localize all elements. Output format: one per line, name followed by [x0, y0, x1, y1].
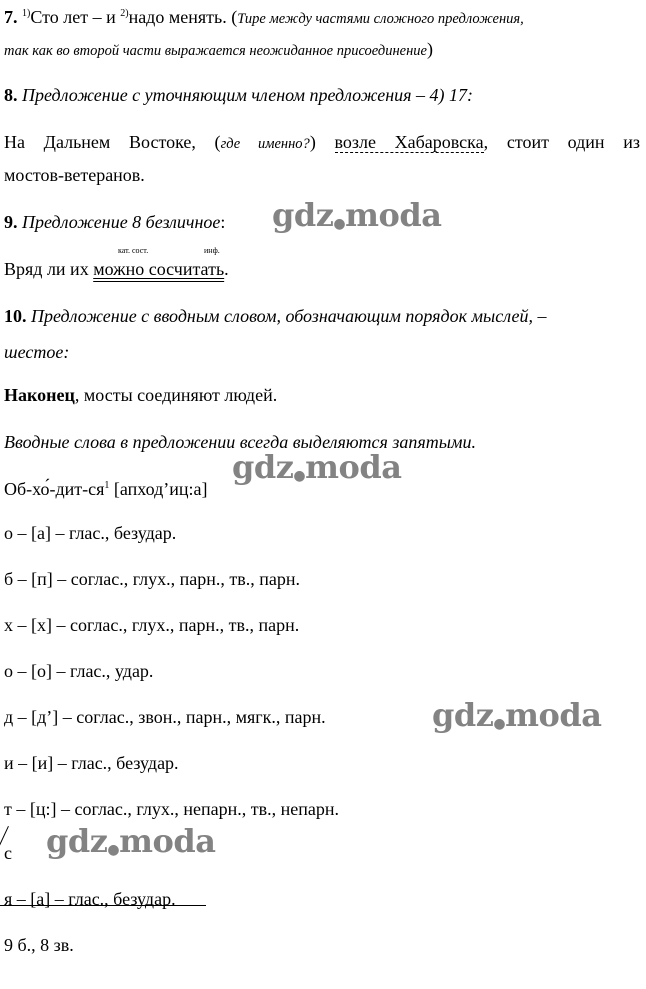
- phonetic-transcription: [апход’иц:а]: [109, 479, 208, 499]
- item-10-rule: Вводные слова в предложении всегда выделяются запятыми.: [4, 432, 476, 452]
- phonetic-line-d: д – [д’] – соглас., звон., парн., мягк., парн.: [4, 707, 326, 727]
- phonetic-line-o2: о – [о] – глас., удар.: [4, 661, 154, 681]
- phonetic-summary: 9 б., 8 зв.: [4, 935, 74, 955]
- phonetic-line-s: с: [4, 843, 12, 863]
- item-7-line-2: [4, 38, 433, 62]
- item-8-sentence-line-1: [4, 131, 640, 155]
- item-8-number: 8.: [4, 85, 18, 105]
- item-10-title-line-1: [4, 305, 547, 327]
- item-8-sentence-line-2: мостов-ветеранов.: [4, 165, 145, 185]
- item-7-line-1: [4, 6, 524, 30]
- label-inf: инф.: [204, 246, 220, 255]
- item-9-sentence: [4, 258, 229, 280]
- watermark-logo: gdz●moda: [432, 696, 602, 734]
- item-8-title: Предложение с уточняющим членом предложения – 4) 17:: [17, 85, 473, 105]
- item-9-text-post: .: [224, 259, 229, 279]
- watermark-logo: gdz●moda: [46, 822, 216, 860]
- item-8-line1-mid: ): [309, 132, 335, 152]
- item-8-underlined-phrase: возле Хабаровска: [334, 132, 484, 152]
- label-kat-sost: кат. сост.: [118, 246, 149, 255]
- watermark-logo: gdz●moda: [232, 448, 402, 486]
- phonetic-line-b: б – [п] – соглас., глух., парн., тв., парн.: [4, 569, 301, 589]
- phonetic-line-h: х – [х] – соглас., глух., парн., тв., парн.: [4, 615, 300, 635]
- item-7-note-1: Тире между частями сложного предложения,: [237, 11, 524, 27]
- item-8-line1-post: , стоит один из: [483, 132, 640, 152]
- item-7-note-2: так как во второй части выражается неожиданное присоединение: [4, 43, 427, 59]
- footnote-marker-1: 1): [22, 8, 31, 19]
- item-8-title-line: [4, 84, 473, 106]
- strike-line: [0, 905, 206, 906]
- watermark-logo: gdz●moda: [272, 196, 442, 234]
- item-10-title-1: Предложение с вводным словом, обозначающим порядок мыслей, –: [26, 306, 547, 326]
- item-7-text-2: надо менять. (: [128, 7, 238, 27]
- phonetic-word: Об-хо́-дит-ся: [4, 479, 105, 499]
- item-9-colon: :: [220, 212, 226, 232]
- item-10-sentence-rest: , мосты соединяют людей.: [74, 385, 278, 405]
- item-10-title-line-2: шестое:: [4, 342, 70, 362]
- item-9-title-line: [4, 211, 225, 233]
- phonetic-line-ya: я – [а] – глас., безудар.: [4, 889, 176, 909]
- item-9-predicate: можно сосчитать: [93, 259, 225, 279]
- item-8-question: где именно?: [220, 136, 310, 152]
- phonetic-line-o1: о – [а] – глас., безудар.: [4, 523, 177, 543]
- item-10-number: 10.: [4, 306, 27, 326]
- phonetic-word-line: [4, 478, 207, 500]
- footnote-marker-2: 2): [120, 8, 129, 19]
- item-9-text-pre: Вряд ли их: [4, 259, 94, 279]
- item-7-text-1: Сто лет – и: [30, 7, 121, 27]
- phonetic-word-sup: 1: [104, 480, 110, 491]
- item-7-close: ): [426, 39, 433, 59]
- phonetic-line-t: т – [ц:] – соглас., глух., непарн., тв., непарн.: [4, 799, 339, 819]
- item-9-title: Предложение 8 безличное: [17, 212, 221, 232]
- item-10-introductory-word: Наконец: [4, 385, 75, 405]
- item-7-number: 7.: [4, 7, 18, 27]
- item-8-line1-pre: На Дальнем Востоке, (: [4, 132, 221, 152]
- item-9-number: 9.: [4, 212, 18, 232]
- item-10-sentence: [4, 384, 277, 406]
- phonetic-line-i: и – [и] – глас., безудар.: [4, 753, 179, 773]
